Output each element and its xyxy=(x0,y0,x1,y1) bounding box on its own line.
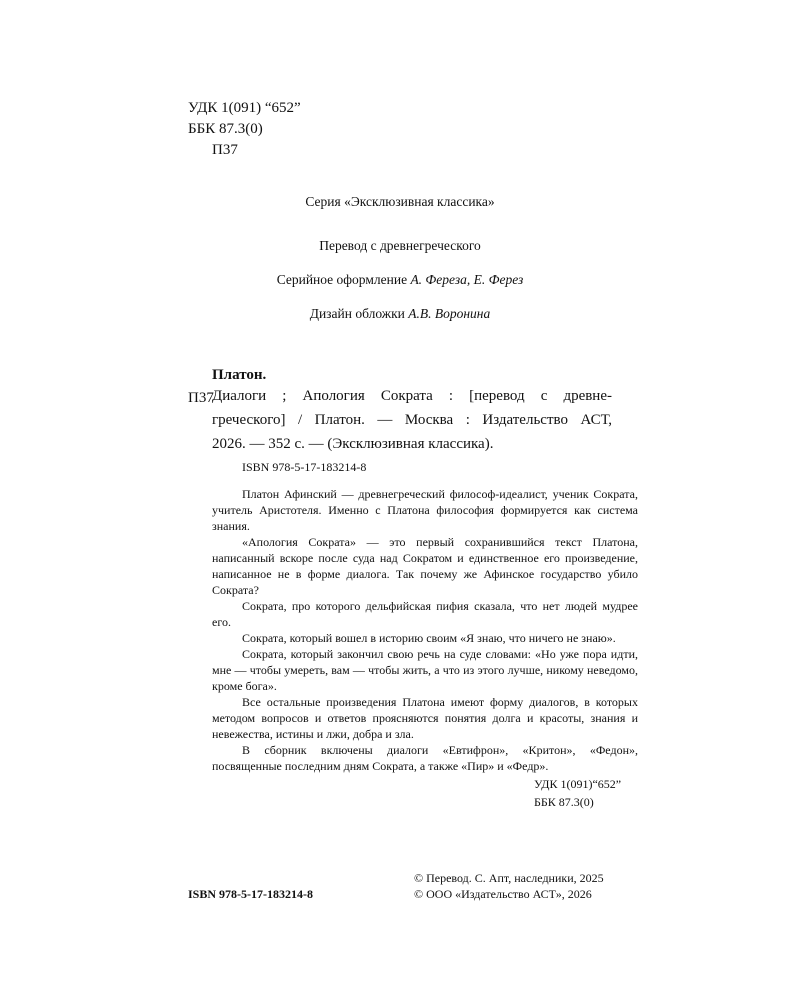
catalog-description xyxy=(212,384,612,456)
annotation-paragraph: Сократа, который вошел в историю своим «Я знаю, что ничего не знаю». xyxy=(242,631,616,645)
annotation-udk: УДК 1(091)“652” xyxy=(534,777,622,791)
series-design-line xyxy=(0,272,800,288)
catalog-line-1: Диалоги ; Апология Сократа : [перевод с древне- xyxy=(212,388,612,404)
bbk-code: ББК 87.3(0) xyxy=(188,121,263,137)
author-sign: П37 xyxy=(212,142,238,158)
catalog-line-2: греческого] / Платон. — Москва : Издательство АСТ, xyxy=(212,412,612,428)
catalog-sign: П37 xyxy=(188,390,214,406)
catalog-line-3: 2026. — 352 с. — (Эксклюзивная классика). xyxy=(212,436,494,452)
udk-code: УДК 1(091) “652” xyxy=(188,100,301,116)
annotation-paragraph: Сократа, про которого дельфийская пифия сказала, что нет людей мудрее его. xyxy=(212,599,638,629)
series-line: Серия «Эксклюзивная классика» xyxy=(305,194,495,209)
copyright-publisher: © ООО «Издательство АСТ», 2026 xyxy=(414,887,592,901)
cover-design-label: Дизайн обложки xyxy=(309,306,409,321)
catalog-isbn: ISBN 978-5-17-183214-8 xyxy=(242,460,367,474)
footer-isbn: ISBN 978-5-17-183214-8 xyxy=(188,887,313,901)
annotation-paragraph: Сократа, который закончил свою речь на суде словами: «Но уже пора идти, мне — чтобы умереть, вам — чтобы жить, а что из этого лучше, никому неведомо, кроме бога». xyxy=(212,647,638,693)
annotation-paragraph: В сборник включены диалоги «Евтифрон», «Критон», «Федон», посвященные последним дням Сократа, а также «Пир» и «Федр». xyxy=(212,743,638,773)
translation-line: Перевод с древнегреческого xyxy=(319,238,481,253)
series-design-label: Серийное оформление xyxy=(276,272,411,287)
annotation-bbk: ББК 87.3(0) xyxy=(534,795,594,809)
annotation-paragraph: «Апология Сократа» — это первый сохранившийся текст Платона, написанный вскоре после суда над Сократом и единственное его произведение, написанное не в форме диалога. Так почему же Афинское государство убило Сократа? xyxy=(212,535,638,597)
cover-design-line xyxy=(0,306,800,322)
annotation-paragraph: Платон Афинский — древнегреческий философ-идеалист, ученик Сократа, учитель Аристотеля. Именно с Платона философия формируется как система знания. xyxy=(212,487,638,533)
annotation xyxy=(212,486,638,774)
cover-design-name: А.В. Воронина xyxy=(408,306,491,321)
annotation-paragraph: Все остальные произведения Платона имеют форму диалогов, в которых методом вопросов и ответов проясняются понятия долга и красоты, знания и невежества, истины и лжи, добра и зла. xyxy=(212,695,638,741)
series-design-names: А. Фереза, Е. Ферез xyxy=(410,272,524,287)
copyright-translation: © Перевод. С. Апт, наследники, 2025 xyxy=(414,871,604,885)
catalog-author: Платон. xyxy=(212,367,267,383)
